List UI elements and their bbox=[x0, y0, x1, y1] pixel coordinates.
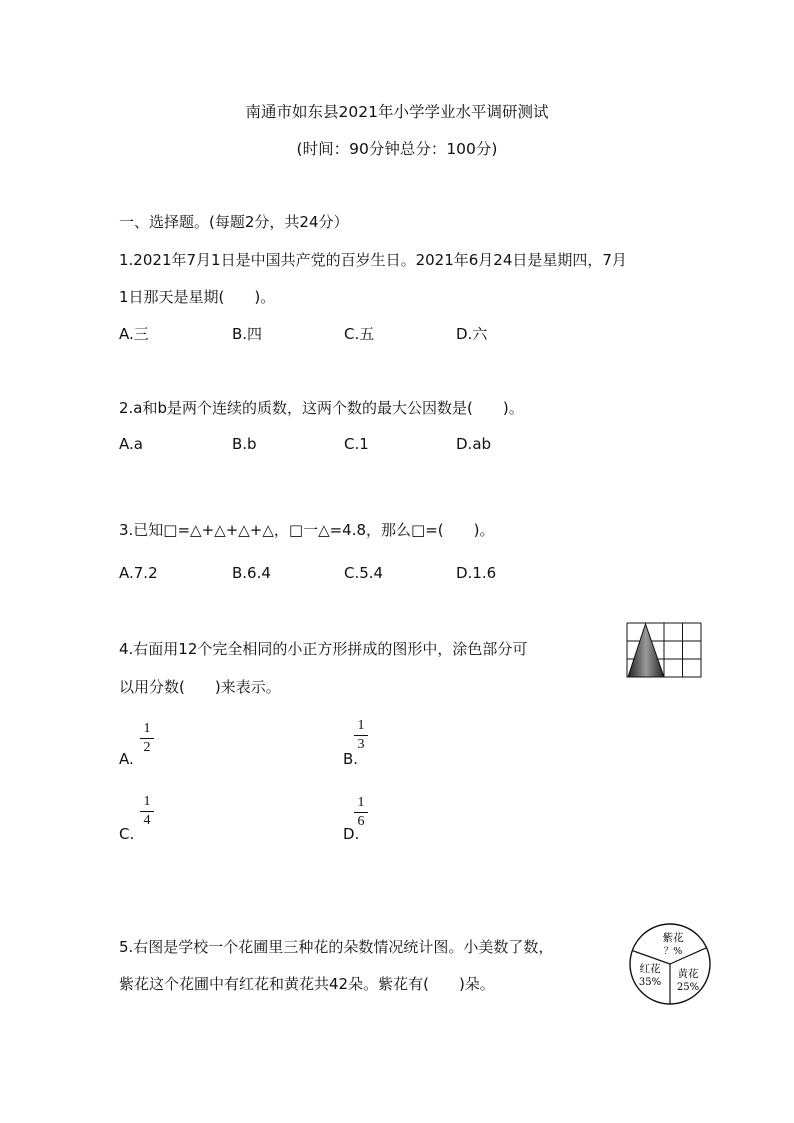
option-d-fraction bbox=[354, 795, 368, 830]
pie-value-red: 35% bbox=[638, 977, 662, 988]
section-heading: 一、选择题。(每题2分，共24分） bbox=[119, 213, 349, 231]
fraction-bar bbox=[354, 735, 368, 736]
numerator: 1 bbox=[143, 794, 151, 809]
fraction-bar bbox=[140, 738, 154, 739]
option-c: C.5.4 bbox=[344, 564, 384, 582]
flower-pie-chart bbox=[628, 922, 712, 1006]
option-b: B.b bbox=[232, 435, 257, 453]
option-c-letter: C. bbox=[119, 825, 135, 843]
option-d-letter: D. bbox=[343, 825, 360, 843]
pie-value-purple: ？% bbox=[663, 946, 683, 957]
option-b: B.四 bbox=[232, 325, 263, 343]
question-text-line2: 以用分数( )来表示。 bbox=[119, 678, 281, 696]
pie-value-yellow: 25% bbox=[676, 982, 700, 993]
question-text-line1: 5.右图是学校一个花圃里三种花的朵数情况统计图。小美数了数， bbox=[119, 938, 554, 956]
pie-label-red: 红花 bbox=[639, 963, 661, 975]
pie-label-purple: 紫花 bbox=[662, 932, 684, 944]
denominator: 4 bbox=[143, 813, 151, 828]
option-c: C.1 bbox=[344, 435, 369, 453]
numerator: 1 bbox=[143, 721, 151, 736]
option-a: A.三 bbox=[119, 325, 149, 343]
option-d: D.六 bbox=[456, 325, 488, 343]
option-b-fraction bbox=[354, 718, 368, 753]
numerator: 1 bbox=[357, 795, 365, 810]
denominator: 2 bbox=[143, 740, 151, 755]
question-text: 3.已知□=△+△+△+△，□一△=4.8，那么□=( )。 bbox=[119, 521, 495, 539]
option-b: B.6.4 bbox=[232, 564, 271, 582]
fraction-bar bbox=[354, 812, 368, 813]
option-b-letter: B. bbox=[343, 750, 359, 768]
question-text: 2.a和b是两个连续的质数，这两个数的最大公因数是( )。 bbox=[119, 399, 524, 417]
option-a-fraction bbox=[140, 721, 154, 756]
question-text-line1: 1.2021年7月1日是中国共产党的百岁生日。2021年6月24日是星期四，7月 bbox=[119, 251, 627, 269]
page-title: 南通市如东县2021年小学学业水平调研测试 bbox=[245, 103, 549, 121]
pie-label-yellow: 黄花 bbox=[677, 968, 699, 980]
page-subtitle: (时间：90分钟总分：100分) bbox=[296, 140, 498, 158]
option-a-letter: A. bbox=[119, 750, 134, 768]
fraction-bar bbox=[140, 811, 154, 812]
option-c-fraction bbox=[140, 794, 154, 829]
question-text-line2: 紫花这个花圃中有红花和黄花共42朵。紫花有( )朵。 bbox=[119, 975, 495, 993]
option-d: D.1.6 bbox=[456, 564, 497, 582]
question-text-line1: 4.右面用12个完全相同的小正方形拼成的图形中，涂色部分可 bbox=[119, 640, 528, 658]
option-d: D.ab bbox=[456, 435, 492, 453]
option-c: C.五 bbox=[344, 325, 375, 343]
option-a: A.a bbox=[119, 435, 143, 453]
question-text-line2: 1日那天是星期( )。 bbox=[119, 288, 276, 306]
numerator: 1 bbox=[357, 718, 365, 733]
denominator: 3 bbox=[357, 737, 365, 752]
denominator: 6 bbox=[357, 814, 365, 829]
shaded-grid-figure bbox=[626, 622, 702, 678]
option-a: A.7.2 bbox=[119, 564, 158, 582]
